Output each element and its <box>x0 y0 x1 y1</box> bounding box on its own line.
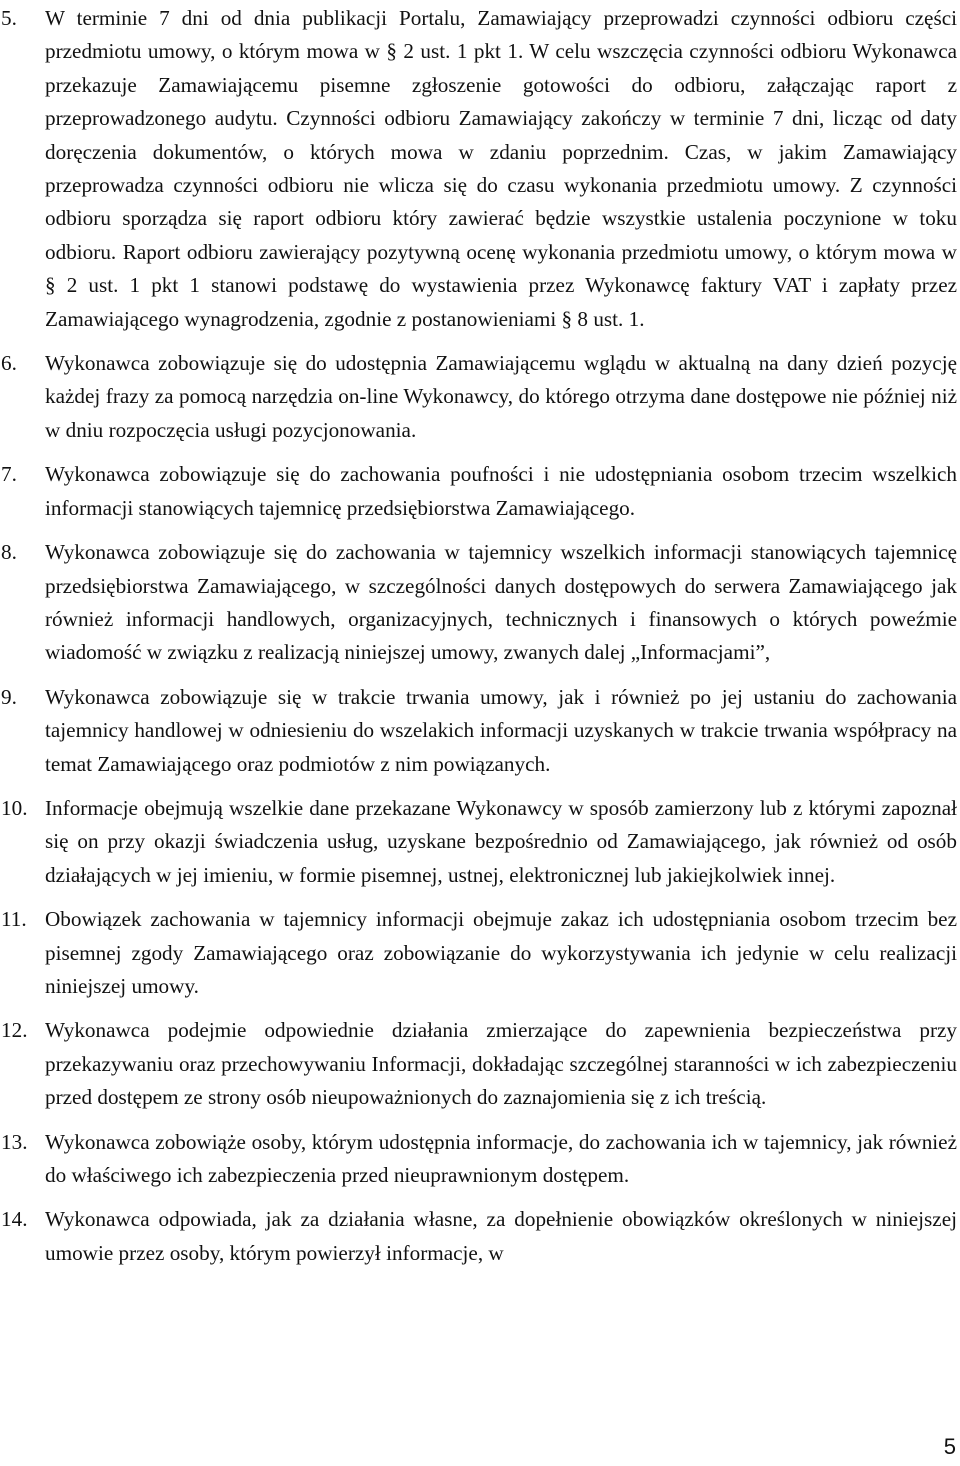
clause-number: 10. <box>1 795 28 820</box>
clause-text: W terminie 7 dni od dnia publikacji Portalu, Zamawiający przeprowadzi czynności odbioru części przedmiotu umowy, o którym mowa w § 2 ust. 1 pkt 1. W celu wszczęcia czynności odbioru Wykonawca przekazuje Zamawiającemu pisemne zgłoszenie gotowości do odbioru, załączając raport z przeprowadzonego audytu. Czynności odbioru Zamawiający zakończy w terminie 7 dni, licząc od daty doręczenia dokumentów, o których mowa w zdaniu poprzednim. Czas, w jakim Zamawiający przeprowadza czynności odbioru nie wlicza się do czasu wykonania przedmiotu umowy. Z czynności odbioru sporządza się raport odbioru który zawierać będzie wszystkie ustalenia poczynione w toku odbioru. Raport odbioru zawierający pozytywną ocenę wykonania przedmiotu umowy, o którym mowa w § 2 ust. 1 pkt 1 stanowi podstawę do wystawienia przez Wykonawcę faktury VAT i zapłaty przez Zamawiającego wynagrodzenia, zgodnie z postanowieniami § 8 ust. 1. <box>45 6 957 331</box>
clause-number: 5. <box>1 6 17 30</box>
clause-item <box>0 2 957 336</box>
clause-text: Informacje obejmują wszelkie dane przekazane Wykonawcy w sposób zamierzony lub z którymi zapoznał się on przy okazji świadczenia usług, uzyskane bezpośrednio od Zamawiającego, jak również od osób działających w jej imieniu, w formie pisemnej, ustnej, elektronicznej lub jakiejkolwiek innej. <box>45 795 957 887</box>
clause-text: Obowiązek zachowania w tajemnicy informacji obejmuje zakaz ich udostępniania osobom trzecim bez pisemnej zgody Zamawiającego oraz zobowiązanie do wykorzystywania ich jedynie w celu realizacji niniejszej umowy. <box>45 907 957 998</box>
clause-number: 13. <box>1 1129 28 1154</box>
clause-text: Wykonawca zobowiązuje się do zachowania w tajemnicy wszelkich informacji stanowiących tajemnicę przedsiębiorstwa Zamawiającego, w szczególności danych dostępowych do serwera Zamawiającego jak również informacji handlowych, organizacyjnych, technicznych i finansowych o których poweźmie wiadomość w związku z realizacją niniejszej umowy, zwanych dalej „Informacjami”, <box>45 540 957 665</box>
clause-item <box>0 458 957 525</box>
clause-item <box>0 347 957 447</box>
clause-text: Wykonawca zobowiązuje się w trakcie trwania umowy, jak i również po jej ustaniu do zachowania tajemnicy handlowej w odniesieniu do wszelakich informacji uzyskanych w trakcie trwania współpracy na temat Zamawiającego oraz podmiotów z nim powiązanych. <box>45 684 957 776</box>
clause-number: 8. <box>1 540 17 565</box>
clause-number: 11. <box>1 907 27 932</box>
clause-item <box>0 1126 957 1193</box>
clause-number: 12. <box>1 1018 28 1043</box>
clause-item <box>0 792 957 892</box>
numbered-clause-list <box>0 2 957 1281</box>
page-number: 5 <box>943 1434 956 1459</box>
clause-number: 7. <box>1 462 17 487</box>
clause-text: Wykonawca zobowiązuje się do zachowania poufności i nie udostępniania osobom trzecim wszelkich informacji stanowiących tajemnicę przedsiębiorstwa Zamawiającego. <box>45 462 957 520</box>
clause-item <box>0 903 957 1003</box>
clause-number: 9. <box>1 684 17 709</box>
clause-text: Wykonawca zobowiązuje się do udostępnia Zamawiającemu wglądu w aktualną na dany dzień pozycję każdej frazy za pomocą narzędzia on-line Wykonawcy, do którego otrzyma dane dostępowe nie później niż w dniu rozpoczęcia usługi pozycjonowania. <box>45 351 957 442</box>
clause-number: 14. <box>1 1207 28 1232</box>
clause-text: Wykonawca odpowiada, jak za działania własne, za dopełnienie obowiązków określonych w niniejszej umowie przez osoby, którym powierzył informacje, w <box>45 1207 957 1265</box>
clause-item <box>0 1203 957 1270</box>
clause-item <box>0 1014 957 1114</box>
clause-item <box>0 681 957 781</box>
clause-text: Wykonawca podejmie odpowiednie działania zmierzające do zapewnienia bezpieczeństwa przy przekazywaniu oraz przechowywaniu Informacji, dokładając szczególnej staranności w ich zabezpieczeniu przed dostępem ze strony osób nieupoważnionych do zaznajomienia się z ich treścią. <box>45 1018 957 1110</box>
clause-item <box>0 536 957 670</box>
clause-number: 6. <box>1 351 17 376</box>
clause-text: Wykonawca zobowiąże osoby, którym udostępnia informacje, do zachowania ich w tajemnicy, jak również do właściwego ich zabezpieczenia przed nieuprawnionym dostępem. <box>45 1129 957 1187</box>
